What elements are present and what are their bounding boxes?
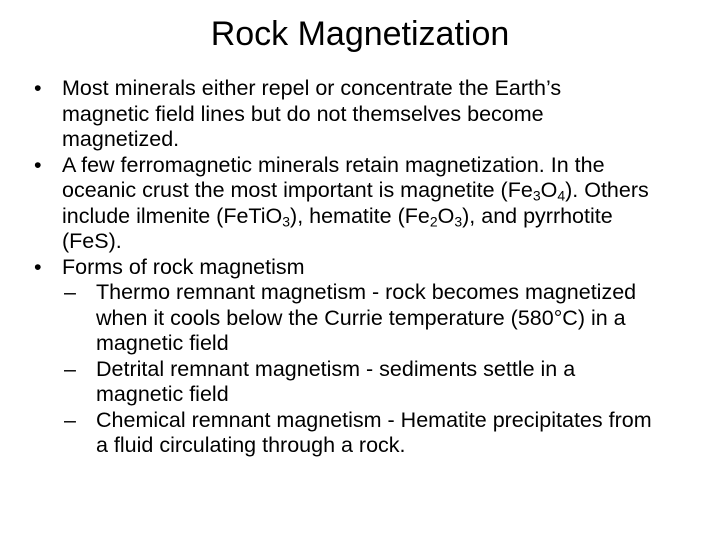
bullet-text-part: ), and pyrrhotite (FeS). <box>62 203 613 253</box>
slide-title: Rock Magnetization <box>210 15 510 53</box>
subscript: 3 <box>282 212 291 229</box>
sub-bullet-marker: – <box>64 280 76 304</box>
subscript: 4 <box>557 187 566 204</box>
sub-bullet-text: Chemical remnant magnetism - Hematite precipitates from a fluid circulating through a rock. <box>96 407 652 457</box>
bullet-text-part: ). Others include ilmenite (FeTiO <box>62 178 649 228</box>
bullet-text-part: O <box>540 178 558 202</box>
bullet-marker: • <box>34 152 42 177</box>
bullet-text-part: ), hematite (Fe <box>290 203 430 228</box>
sub-bullet-item-1 <box>34 280 654 357</box>
subscript: 2 <box>429 212 438 229</box>
bullet-marker: • <box>34 254 42 279</box>
sub-bullet-text: Detrital remnant magnetism - sediments settle in a magnetic field <box>96 356 576 406</box>
sub-bullet-item-3 <box>34 408 654 459</box>
sub-bullet-marker: – <box>64 407 76 432</box>
bullet-text-part: O <box>437 203 455 228</box>
bullet-text: Forms of rock magnetism <box>62 254 305 279</box>
bullet-marker: • <box>34 76 42 100</box>
bullet-item-3 <box>34 255 654 281</box>
bullet-item-1 <box>34 76 654 153</box>
sub-bullet-text: Thermo remnant magnetism - rock becomes magnetized when it cools below the Currie temperature (580°C) in a magnetic field <box>96 280 637 355</box>
sub-bullet-marker: – <box>64 356 76 381</box>
bullet-item-2 <box>34 153 654 255</box>
bullet-text-part: A few ferromagnetic minerals retain magnetization. In the oceanic crust the most important is magnetite (Fe <box>62 152 605 202</box>
bullet-text: Most minerals either repel or concentrate the Earth’s magnetic field lines but do not themselves become magnetized. <box>62 76 562 151</box>
sub-bullet-item-2 <box>34 357 654 408</box>
slide-content <box>34 76 654 459</box>
subscript: 3 <box>454 212 463 229</box>
subscript: 3 <box>532 187 541 204</box>
